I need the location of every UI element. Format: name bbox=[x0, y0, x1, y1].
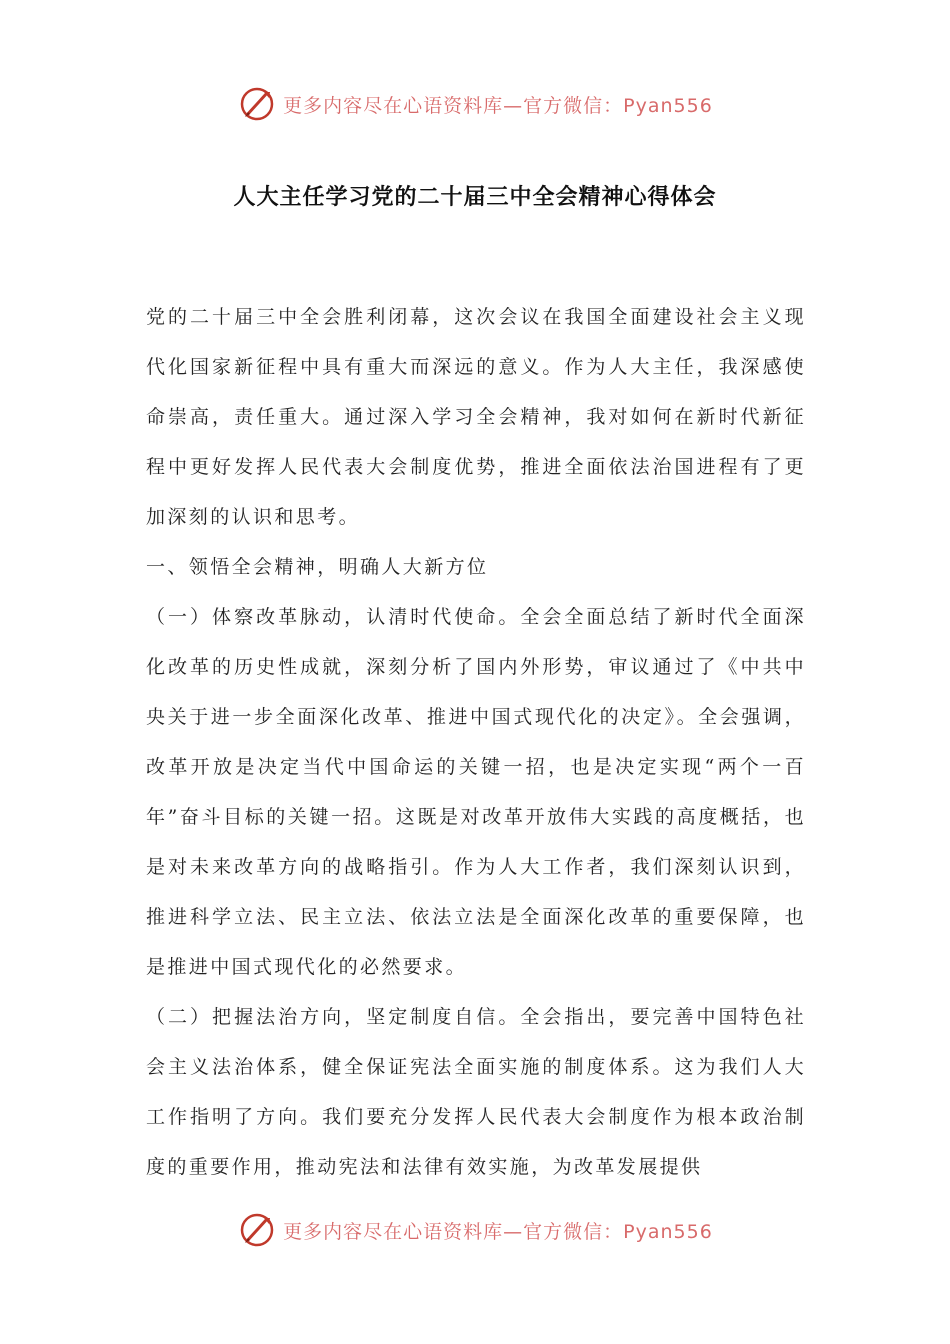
paragraph: 党的二十届三中全会胜利闭幕，这次会议在我国全面建设社会主义现代化国家新征程中具有重大而深远的意义。作为人大主任，我深感使命崇高，责任重大。通过深入学习全会精神，我对如何在新时代新征程中更好发挥人民代表大会制度优势，推进全面依法治国进程有了更加深刻的认识和思考。 bbox=[146, 306, 806, 528]
pen-logo-icon bbox=[237, 84, 277, 124]
paragraph: （二）把握法治方向，坚定制度自信。全会指出，要完善中国特色社会主义法治体系，健全保证宪法全面实施的制度体系。这为我们人大工作指明了方向。我们要充分发挥人民代表大会制度作为根本政治制度的重要作用，推动宪法和法律有效实施，为改革发展提供 bbox=[146, 1006, 806, 1178]
banner-text: 更多内容尽在心语资料库—官方微信：Pyan556 bbox=[283, 94, 713, 117]
section-heading: 一、领悟全会精神，明确人大新方位 bbox=[146, 556, 489, 578]
footer-banner bbox=[0, 1208, 950, 1252]
document-body bbox=[146, 292, 806, 1192]
paragraph: （一）体察改革脉动，认清时代使命。全会全面总结了新时代全面深化改革的历史性成就，深刻分析了国内外形势，审议通过了《中共中央关于进一步全面深化改革、推进中国式现代化的决定》。全会强调，改革开放是决定当代中国命运的关键一招，也是决定实现“两个一百年”奋斗目标的关键一招。这既是对改革开放伟大实践的高度概括，也是对未来改革方向的战略指引。作为人大工作者，我们深刻认识到，推进科学立法、民主立法、依法立法是全面深化改革的重要保障，也是推进中国式现代化的必然要求。 bbox=[146, 606, 806, 978]
banner-text: 更多内容尽在心语资料库—官方微信：Pyan556 bbox=[283, 1220, 713, 1243]
document-title: 人大主任学习党的二十届三中全会精神心得体会 bbox=[233, 185, 717, 210]
pen-logo-icon bbox=[237, 1210, 277, 1250]
header-banner bbox=[0, 82, 950, 126]
